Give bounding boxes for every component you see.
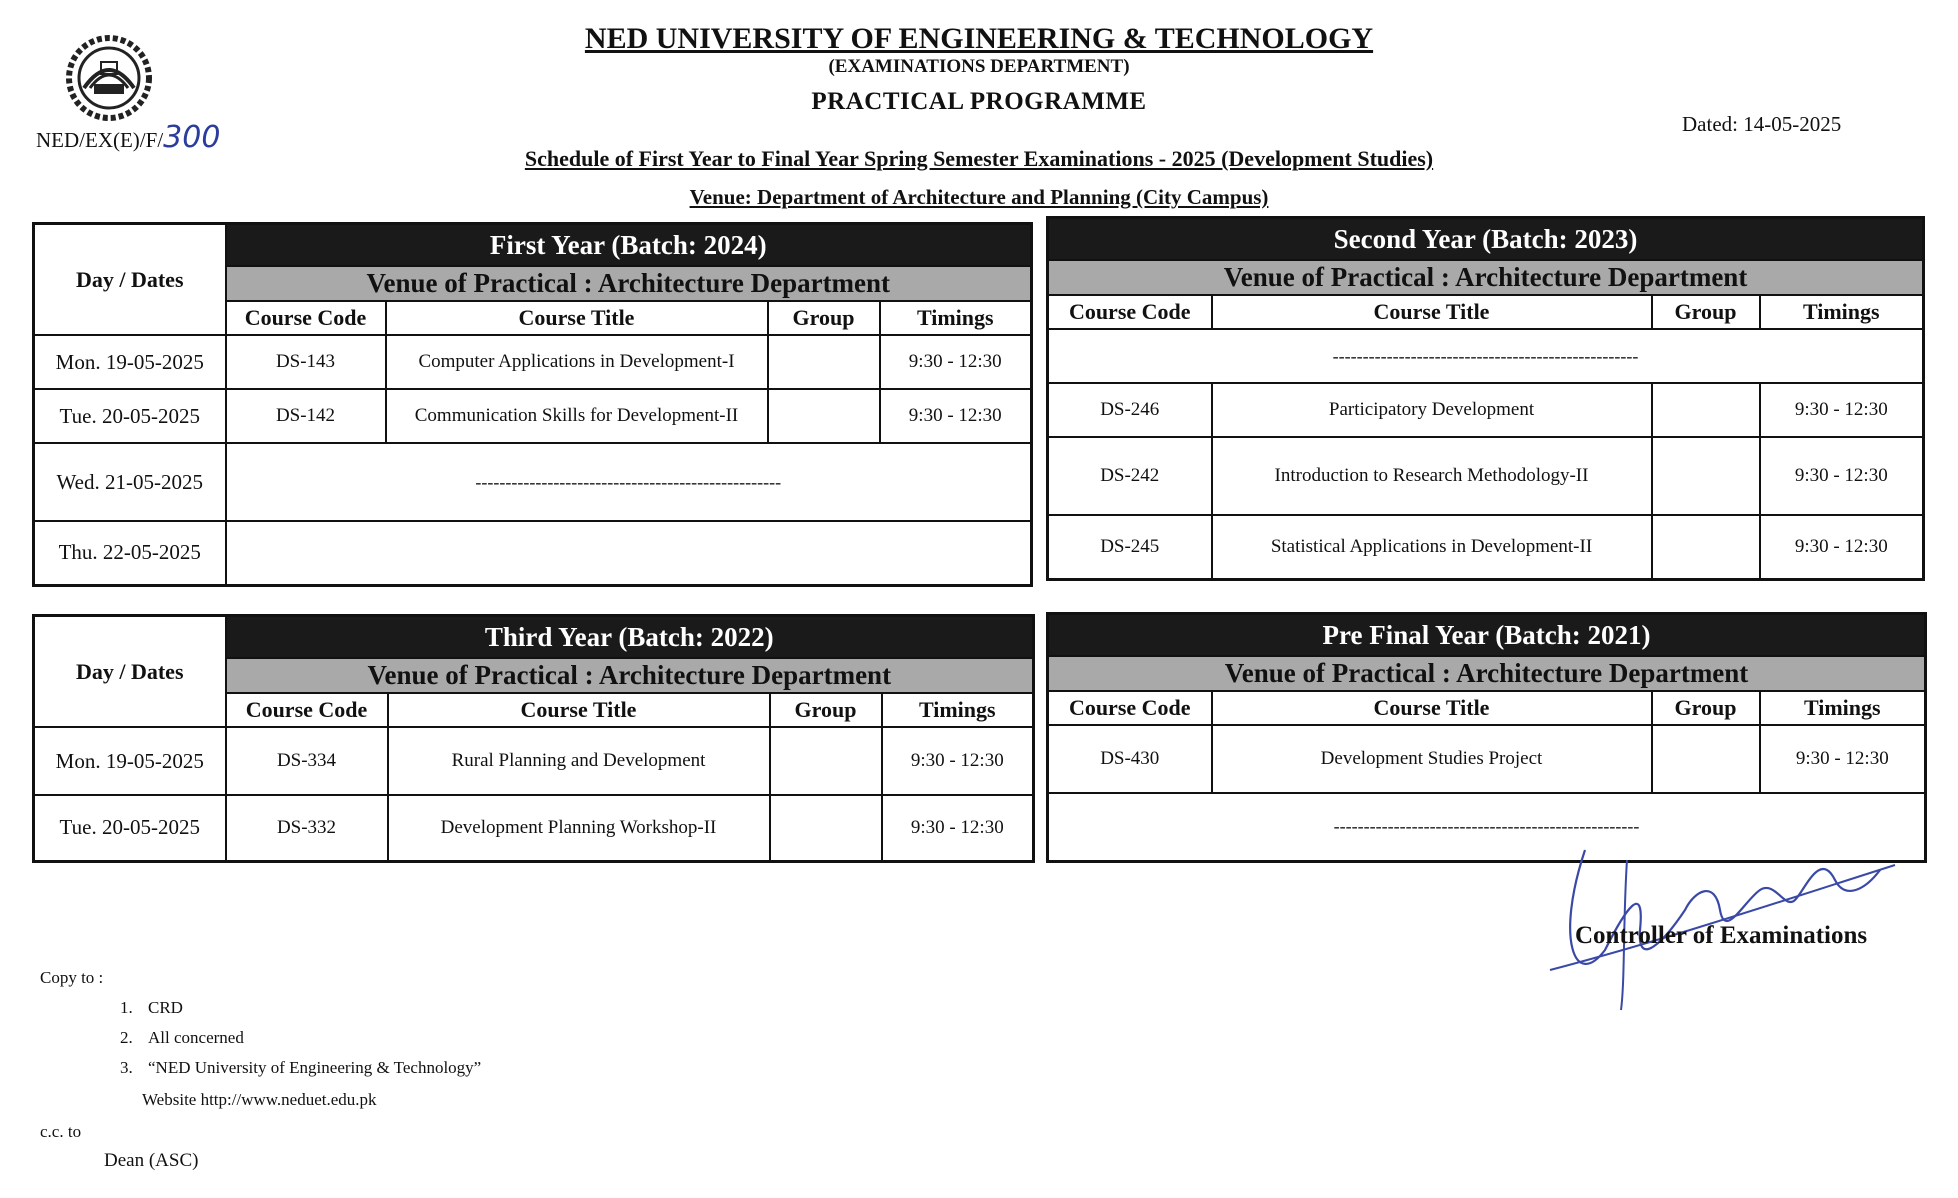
timings-header: Timings — [882, 693, 1034, 727]
reference-number: NED/EX(E)/F/300 — [36, 120, 221, 155]
title-cell: Development Studies Project — [1212, 725, 1652, 793]
title-cell: Rural Planning and Development — [388, 727, 770, 795]
table-row — [34, 795, 1034, 861]
group-header: Group — [768, 301, 880, 335]
website-text: Website http://www.neduet.edu.pk — [142, 1090, 377, 1109]
no-exam-dashes: --------------------------------------------------- — [1048, 329, 1924, 383]
table-row — [1048, 437, 1924, 515]
controller-of-examinations: Controller of Examinations — [1575, 922, 1868, 949]
first-year-table — [32, 222, 1033, 587]
code-cell: DS-143 — [226, 335, 386, 389]
group-header: Group — [770, 693, 882, 727]
pre-final-year-title: Pre Final Year (Batch: 2021) — [1048, 614, 1926, 657]
first-year-venue: Venue of Practical : Architecture Department — [226, 266, 1032, 301]
code-cell: DS-242 — [1048, 437, 1212, 515]
group-cell — [770, 727, 882, 795]
third-year-table — [32, 614, 1035, 863]
course-code-header: Course Code — [226, 693, 388, 727]
third-year-venue: Venue of Practical : Architecture Department — [226, 658, 1034, 693]
schedule-title: Schedule of First Year to Final Year Spring Semester Examinations - 2025 (Development Studies) — [524, 146, 1434, 171]
course-code-header: Course Code — [1048, 691, 1212, 725]
table-row — [1048, 725, 1926, 793]
department-name: (EXAMINATIONS DEPARTMENT) — [828, 56, 1130, 77]
code-cell: DS-334 — [226, 727, 388, 795]
group-cell — [1652, 437, 1760, 515]
table-row — [1048, 329, 1924, 383]
day-cell: Thu. 22-05-2025 — [34, 521, 226, 585]
time-cell: 9:30 - 12:30 — [1760, 725, 1926, 793]
cc-recipient: Dean (ASC) — [104, 1150, 199, 1171]
copy-to-list — [120, 998, 481, 1088]
code-cell: DS-142 — [226, 389, 386, 443]
title-cell: Statistical Applications in Development-II — [1212, 515, 1652, 579]
group-header: Group — [1652, 295, 1760, 329]
time-cell: 9:30 - 12:30 — [1760, 437, 1924, 515]
table-row — [34, 443, 1032, 521]
third-year-title: Third Year (Batch: 2022) — [226, 616, 1034, 659]
day-dates-header: Day / Dates — [34, 616, 226, 728]
university-name: NED UNIVERSITY OF ENGINEERING & TECHNOLOGY — [584, 22, 1374, 55]
no-exam-dashes: --------------------------------------------------- — [226, 443, 1032, 521]
table-row — [1048, 515, 1924, 579]
course-title-header: Course Title — [388, 693, 770, 727]
day-cell: Tue. 20-05-2025 — [34, 795, 226, 861]
list-item: 2. All concerned — [120, 1028, 244, 1047]
title-cell: Introduction to Research Methodology-II — [1212, 437, 1652, 515]
code-cell: DS-245 — [1048, 515, 1212, 579]
table-row — [34, 335, 1032, 389]
time-cell: 9:30 - 12:30 — [882, 795, 1034, 861]
empty-cell — [226, 521, 1032, 585]
date: Dated: 14-05-2025 — [1682, 112, 1842, 136]
second-year-title: Second Year (Batch: 2023) — [1048, 218, 1924, 261]
pre-final-year-venue: Venue of Practical : Architecture Department — [1048, 656, 1926, 691]
group-cell — [1652, 725, 1760, 793]
no-exam-dashes: --------------------------------------------------- — [1048, 793, 1926, 861]
course-title-header: Course Title — [1212, 295, 1652, 329]
second-year-venue: Venue of Practical : Architecture Department — [1048, 260, 1924, 295]
handwritten-ref: 300 — [163, 120, 221, 155]
code-cell: DS-246 — [1048, 383, 1212, 437]
first-year-title: First Year (Batch: 2024) — [226, 224, 1032, 267]
course-code-header: Course Code — [226, 301, 386, 335]
signature-image — [1545, 820, 1905, 1020]
group-header: Group — [1652, 691, 1760, 725]
course-code-header: Course Code — [1048, 295, 1212, 329]
course-title-header: Course Title — [386, 301, 768, 335]
copy-to-label: Copy to : — [40, 968, 104, 987]
course-title-header: Course Title — [1212, 691, 1652, 725]
table-row — [34, 521, 1032, 585]
time-cell: 9:30 - 12:30 — [1760, 515, 1924, 579]
list-item: 1. CRD — [120, 998, 183, 1017]
time-cell: 9:30 - 12:30 — [1760, 383, 1924, 437]
group-cell — [1652, 383, 1760, 437]
second-year-table — [1046, 216, 1925, 581]
group-cell — [768, 335, 880, 389]
group-cell — [768, 389, 880, 443]
time-cell: 9:30 - 12:30 — [880, 335, 1032, 389]
programme-title: PRACTICAL PROGRAMME — [811, 88, 1147, 115]
table-row — [34, 389, 1032, 443]
title-cell: Participatory Development — [1212, 383, 1652, 437]
timings-header: Timings — [1760, 295, 1924, 329]
title-cell: Development Planning Workshop-II — [388, 795, 770, 861]
day-cell: Mon. 19-05-2025 — [34, 727, 226, 795]
code-cell: DS-332 — [226, 795, 388, 861]
timings-header: Timings — [1760, 691, 1926, 725]
time-cell: 9:30 - 12:30 — [882, 727, 1034, 795]
list-item: 3. “NED University of Engineering & Technology” — [120, 1058, 482, 1077]
cc-label: c.c. to — [40, 1122, 82, 1141]
day-cell: Tue. 20-05-2025 — [34, 389, 226, 443]
code-cell: DS-430 — [1048, 725, 1212, 793]
time-cell: 9:30 - 12:30 — [880, 389, 1032, 443]
table-row — [1048, 383, 1924, 437]
title-cell: Computer Applications in Development-I — [386, 335, 768, 389]
day-cell: Wed. 21-05-2025 — [34, 443, 226, 521]
table-row — [34, 727, 1034, 795]
venue-title: Venue: Department of Architecture and Planning (City Campus) — [689, 185, 1269, 209]
group-cell — [770, 795, 882, 861]
day-cell: Mon. 19-05-2025 — [34, 335, 226, 389]
title-cell: Communication Skills for Development-II — [386, 389, 768, 443]
group-cell — [1652, 515, 1760, 579]
timings-header: Timings — [880, 301, 1032, 335]
day-dates-header: Day / Dates — [34, 224, 226, 336]
